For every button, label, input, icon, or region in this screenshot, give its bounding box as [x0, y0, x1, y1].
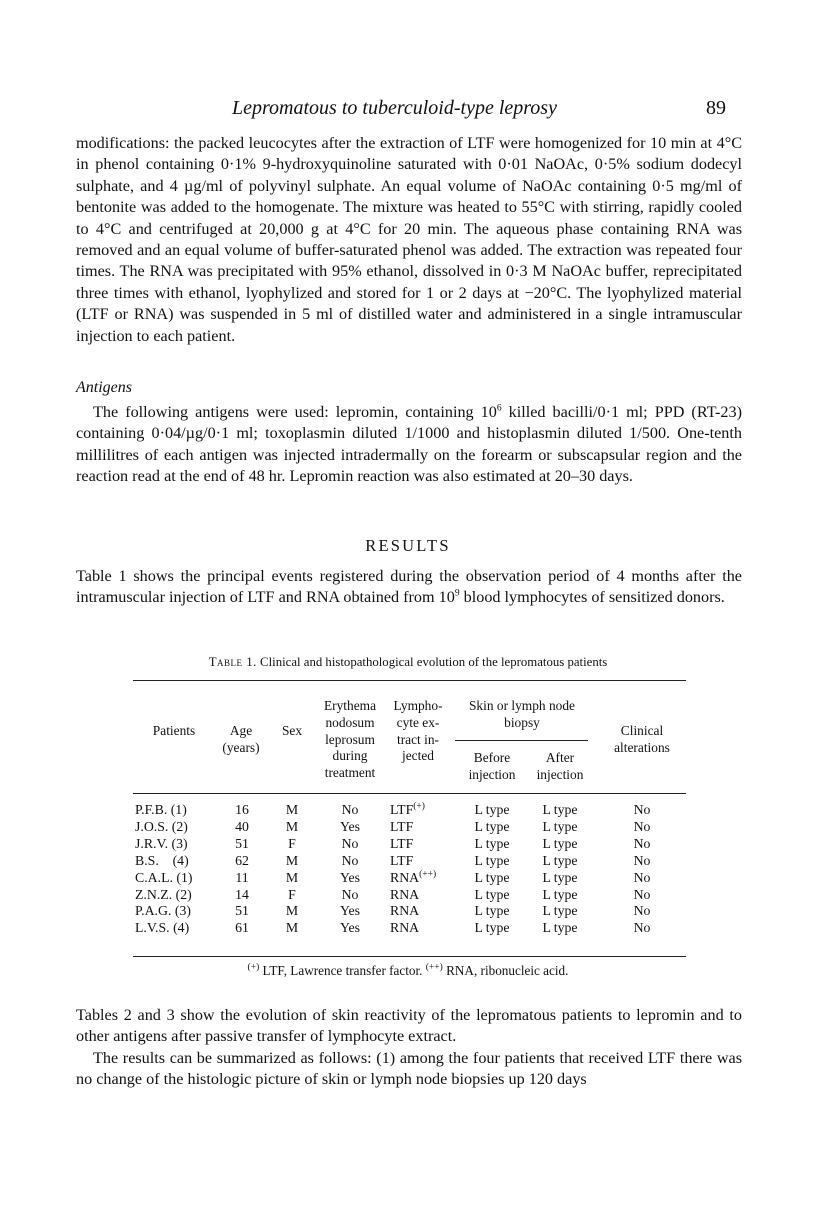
header-before-injection: Before injection — [468, 750, 516, 782]
table-top-rule — [133, 680, 686, 681]
cell-extract: RNA(++) — [390, 869, 437, 885]
header-after-injection: After injection — [536, 750, 584, 782]
cell-extract: LTF — [390, 835, 414, 851]
running-title: Lepromatous to tuberculoid-type leprosy — [232, 97, 557, 119]
cell-after: L type — [542, 802, 578, 817]
cell-extract: LTF — [390, 852, 414, 868]
cell-clinical: No — [633, 903, 651, 919]
cell-patient: B.S. (4) — [135, 852, 189, 868]
cell-patient: J.O.S. (2) — [135, 818, 188, 834]
cell-after: L type — [542, 818, 578, 834]
cell-age: 61 — [235, 920, 249, 936]
cell-clinical: No — [633, 818, 651, 834]
results-heading: RESULTS — [365, 536, 451, 555]
cell-before: L type — [474, 886, 510, 902]
cell-sex: M — [285, 920, 299, 936]
cell-age: 51 — [235, 835, 249, 851]
methods-paragraph: modifications: the packed leucocytes after the extraction of LTF were homogenized for 10 min at 4°C in phenol containing 0·1% 9-hydroxyquinoline saturated with 0·01 NaOAc, 0·5% sodium dodecyl sulphate, and 4 µg/ml of polyvinyl sulphate. An equal volume of NaOAc containing 0·5 mg/ml of bentonite was added to the homogenate. The mixture was heated to 55°C with stirring, rapidly cooled to 4°C and centrifuged at 20,000 g at 4°C for 20 min. The aqueous phase containing RNA was removed and an equal volume of buffer-saturated phenol was added. The extraction was repeated four times. The RNA was precipitated with 95% ethanol, dissolved in 0·3 M NaOAc buffer, reprecipitated three times with ethanol, lyophylized and stored for 1 or 2 days at −20°C. The lyophylized material (LTF or RNA) was suspended in 5 ml of distilled water and administered in a single intramuscular injection to each patient. — [76, 134, 742, 345]
cell-extract: RNA — [390, 920, 420, 936]
header-clinical-alterations: Clinical alterations — [614, 723, 670, 755]
cell-sex: M — [285, 903, 299, 919]
table-bottom-rule — [133, 956, 686, 957]
cell-age: 62 — [235, 852, 249, 868]
cell-age: 16 — [235, 802, 249, 817]
cell-after: L type — [542, 835, 578, 851]
cell-before: L type — [474, 869, 510, 885]
summary-paragraph: The results can be summarized as follows: (1) among the four patients that received LTF there was no change of the histologic picture of skin or lymph node biopsies up 120 days — [76, 1049, 742, 1089]
cell-erythema: No — [341, 835, 359, 851]
header-sex: Sex — [281, 723, 303, 738]
cell-clinical: No — [633, 920, 651, 936]
biopsy-subheader-rule — [455, 740, 588, 741]
table-caption: Table 1. Clinical and histopathological evolution of the lepromatous patients — [208, 655, 608, 669]
cell-age: 40 — [235, 818, 249, 834]
cell-sex: M — [285, 869, 299, 885]
cell-before: L type — [474, 852, 510, 868]
cell-erythema: No — [341, 852, 359, 868]
cell-patient: C.A.L. (1) — [135, 869, 193, 885]
cell-after: L type — [542, 886, 578, 902]
cell-before: L type — [474, 835, 510, 851]
cell-extract: RNA — [390, 886, 420, 902]
cell-clinical: No — [633, 869, 651, 885]
table-header-rule — [133, 793, 686, 794]
cell-after: L type — [542, 869, 578, 885]
header-erythema: Erythema nodosum leprosum during treatment — [323, 698, 377, 781]
cell-sex: M — [285, 802, 299, 817]
cell-erythema: Yes — [339, 869, 361, 885]
cell-sex: F — [288, 886, 296, 902]
cell-before: L type — [474, 818, 510, 834]
cell-erythema: No — [341, 886, 359, 902]
cell-age: 14 — [235, 886, 249, 902]
cell-erythema: No — [341, 802, 359, 817]
header-lymphocyte-extract: Lympho- cyte ex- tract in- jected — [393, 698, 443, 764]
cell-clinical: No — [633, 886, 651, 902]
cell-age: 51 — [235, 903, 249, 919]
cell-erythema: Yes — [339, 920, 361, 936]
header-age: Age (years) — [222, 723, 260, 755]
cell-patient: L.V.S. (4) — [135, 920, 190, 936]
tables-paragraph: Tables 2 and 3 show the evolution of skin reactivity of the lepromatous patients to lepromin and to other antigens after passive transfer of lymphocyte extract. — [76, 1006, 742, 1046]
header-biopsy: Skin or lymph node biopsy — [468, 698, 575, 730]
cell-after: L type — [542, 903, 578, 919]
cell-clinical: No — [633, 802, 651, 817]
cell-after: L type — [542, 852, 578, 868]
cell-sex: M — [285, 852, 299, 868]
antigens-heading: Antigens — [76, 379, 132, 396]
cell-patient: J.R.V. (3) — [135, 835, 188, 851]
antigens-paragraph: The following antigens were used: lepromin, containing $10^6$ killed bacilli/0·1 ml; PPD (RT-23) containing 0·04/µg/0·1 ml; toxoplasmin diluted 1/1000 and histoplasmin diluted 1/500. One-tenth millilitres of each antigen was injected intradermally on the forearm or subscapsular region and the reaction read at the end of 48 hr. Lepromin reaction was also estimated at 20–30 days. — [76, 403, 743, 486]
cell-patient: P.A.G. (3) — [135, 903, 191, 919]
cell-sex: F — [288, 835, 296, 851]
cell-clinical: No — [633, 835, 651, 851]
results-paragraph: Table 1 shows the principal events registered during the observation period of 4 months after the intramuscular injection of LTF and RNA obtained from $10^9$ blood lymphocytes of sensitized donors. — [76, 567, 742, 607]
cell-extract: RNA — [390, 903, 420, 919]
cell-before: L type — [474, 920, 510, 936]
cell-erythema: Yes — [339, 818, 361, 834]
table-footnote: (+) LTF, Lawrence transfer factor. (++) RNA, ribonucleic acid. — [247, 962, 569, 978]
cell-erythema: Yes — [339, 903, 361, 919]
cell-after: L type — [542, 920, 578, 936]
cell-before: L type — [474, 802, 510, 817]
cell-extract: LTF(+) — [390, 801, 425, 817]
header-patients: Patients — [152, 723, 196, 738]
cell-age: 11 — [235, 869, 249, 885]
cell-sex: M — [285, 818, 299, 834]
cell-patient: P.F.B. (1) — [135, 802, 187, 817]
page-number: 89 — [706, 97, 726, 119]
cell-patient: Z.N.Z. (2) — [135, 886, 192, 902]
cell-extract: LTF — [390, 818, 414, 834]
cell-before: L type — [474, 903, 510, 919]
cell-clinical: No — [633, 852, 651, 868]
